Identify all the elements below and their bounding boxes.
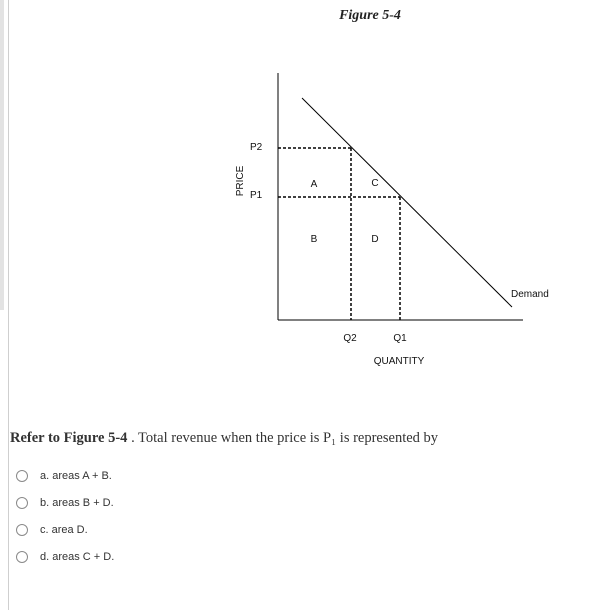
demand-curve xyxy=(302,98,512,307)
radio-button[interactable] xyxy=(16,551,28,563)
area-d-label: D xyxy=(371,234,379,245)
option-label: d. areas C + D. xyxy=(40,550,115,563)
radio-button[interactable] xyxy=(16,470,28,482)
option-c[interactable] xyxy=(16,516,114,543)
p1-label: P1 xyxy=(250,190,263,201)
question-figure-reference: Refer to Figure 5-4 xyxy=(10,430,128,446)
option-a[interactable] xyxy=(16,462,114,489)
p2-label: P2 xyxy=(250,142,263,153)
figure-title: Figure 5-4 xyxy=(339,8,401,23)
option-label: a. areas A + B. xyxy=(40,469,112,482)
option-label: c. area D. xyxy=(40,523,88,536)
answer-options xyxy=(16,462,114,570)
area-b-label: B xyxy=(310,234,318,245)
radio-button[interactable] xyxy=(16,497,28,509)
question-text xyxy=(10,430,438,447)
option-label: b. areas B + D. xyxy=(40,496,114,509)
option-b[interactable] xyxy=(16,489,114,516)
area-a-label: A xyxy=(310,179,318,190)
radio-button[interactable] xyxy=(16,524,28,536)
q2-label: Q2 xyxy=(343,333,357,344)
area-c-label: C xyxy=(371,178,379,189)
demand-label: Demand xyxy=(511,289,549,300)
question-body: . Total revenue when the price is P₁ is represented by xyxy=(127,430,439,446)
quantity-axis-label: QUANTITY xyxy=(373,356,425,367)
q1-label: Q1 xyxy=(393,333,407,344)
price-axis-label: PRICE xyxy=(235,165,246,197)
option-d[interactable] xyxy=(16,543,114,570)
